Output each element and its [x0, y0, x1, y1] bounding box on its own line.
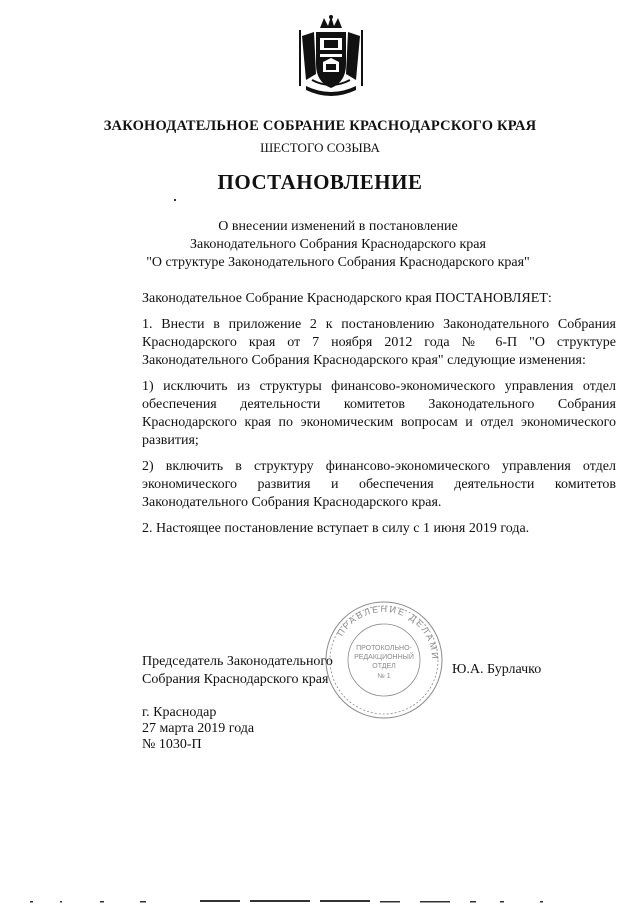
document-type-title: ПОСТАНОВЛЕНИЕ [217, 170, 423, 194]
official-stamp [322, 598, 446, 722]
paragraph-1-item-1: 1) исключить из структуры финансово-экономического управления отдел обеспечения деятельности комитетов Законодательного Собрания Краснодарского края по экономическим вопросам и отдел экономического развития; [142, 379, 616, 448]
organization-title: ЗАКОНОДАТЕЛЬНОЕ СОБРАНИЕ КРАСНОДАРСКОГО КРАЯ [103, 118, 537, 134]
date: 27 марта 2019 года [142, 721, 255, 736]
stamp-outer-text: ПРАВЛЕНИЕ ДЕЛАМИ [335, 603, 441, 661]
signatory-position [142, 653, 333, 689]
intro-paragraph: Законодательное Собрание Краснодарского края ПОСТАНОВЛЯЕТ: [142, 291, 552, 306]
stamp-inner-line: РЕДАКЦИОННЫЙ [354, 654, 414, 661]
stamp-inner-line: № 1 [377, 673, 391, 680]
paragraph-1: 1. Внести в приложение 2 к постановлению Законодательного Собрания Краснодарского края от 7 ноября 2012 года № 6-П "О структуре Законодательного Собрания Краснодарского края" следующие изменения: [142, 317, 616, 368]
paragraph-2: 2. Настоящее постановление вступает в силу с 1 июня 2019 года. [142, 521, 530, 536]
convocation: ШЕСТОГО СОЗЫВА [260, 140, 380, 155]
subject-line: "О структуре Законодательного Собрания Краснодарского края" [146, 255, 530, 270]
paragraph-1-item-2: 2) включить в структуру финансово-экономического управления отдел экономического развития и обеспечения деятельности комитетов Законодательного Собрания Краснодарского края. [142, 459, 616, 510]
document-body [142, 290, 616, 546]
signatory-position-line: Председатель Законодательного [142, 654, 333, 669]
signatory-position-line: Собрания Краснодарского края [142, 672, 329, 687]
signatory-name: Ю.А. Бурлачко [452, 662, 542, 677]
place-date-number [142, 705, 254, 753]
scan-speck [174, 199, 176, 201]
city: г. Краснодар [142, 705, 217, 720]
document-subject [0, 218, 640, 272]
scan-artifact-line [0, 895, 640, 905]
stamp-inner-line: ОТДЕЛ [372, 663, 396, 670]
coat-of-arms-emblem [296, 14, 366, 100]
subject-line: О внесении изменений в постановление [218, 219, 458, 234]
document-number: № 1030-П [142, 737, 202, 752]
subject-line: Законодательного Собрания Краснодарского края [190, 237, 486, 252]
stamp-inner-line: ПРОТОКОЛЬНО- [356, 645, 412, 652]
